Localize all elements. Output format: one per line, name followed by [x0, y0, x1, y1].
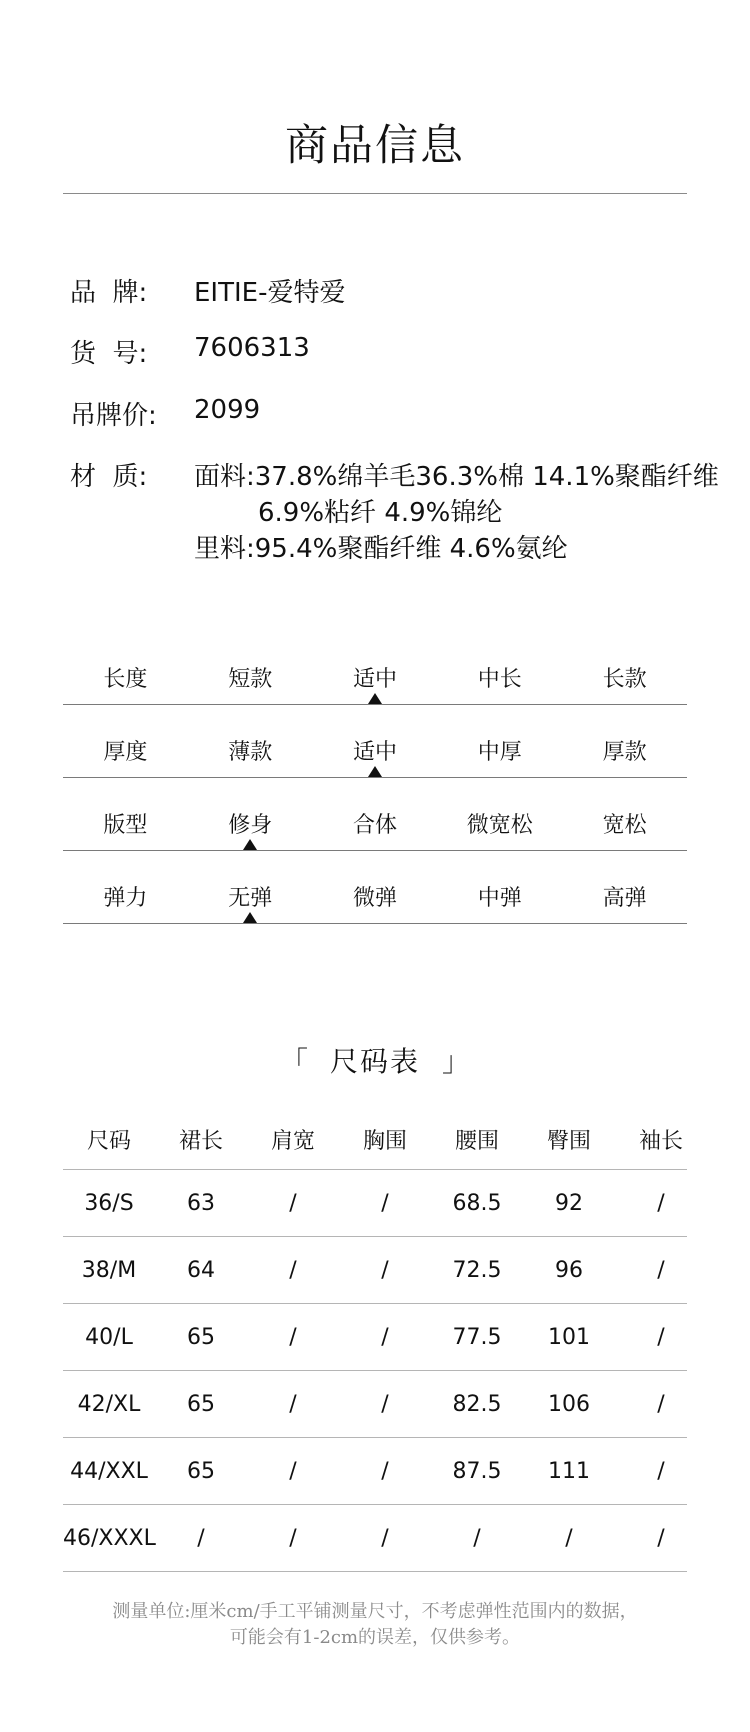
selected-marker-icon: [368, 766, 382, 777]
table-cell: /: [289, 1392, 297, 1417]
table-cell: 44/XXL: [70, 1459, 148, 1484]
selected-marker-icon: [368, 693, 382, 704]
table-cell: /: [381, 1526, 389, 1551]
table-cell: 111: [548, 1459, 590, 1484]
table-cell: 42/XL: [77, 1392, 141, 1417]
table-cell: /: [657, 1325, 665, 1350]
attribute-row-stretch: [63, 851, 687, 924]
title-divider: [63, 193, 687, 194]
selected-marker-icon: [243, 839, 257, 850]
attribute-row-fit: [63, 778, 687, 851]
table-cell: /: [657, 1258, 665, 1283]
table-cell: 46/XXXL: [63, 1526, 156, 1551]
attribute-option: 厚款: [602, 740, 647, 765]
attribute-option: 长款: [602, 667, 647, 692]
table-cell: 96: [555, 1258, 583, 1283]
table-cell: 36/S: [84, 1191, 134, 1216]
selected-marker-icon: [243, 912, 257, 923]
attribute-option: 短款: [228, 667, 273, 692]
attribute-option: 适中: [352, 667, 397, 692]
table-header-row: [63, 1114, 687, 1170]
table-cell: 101: [548, 1325, 590, 1350]
attribute-name: 弹力: [103, 886, 148, 911]
material-line-2: 6.9%粘纤 4.9%锦纶: [258, 498, 503, 528]
table-row: [63, 1505, 687, 1572]
attribute-option: 合体: [352, 813, 397, 838]
attribute-option: 微弹: [352, 886, 397, 911]
table-cell: 106: [548, 1392, 590, 1417]
attribute-option: 薄款: [228, 740, 273, 765]
page-title: 商品信息: [285, 121, 465, 171]
table-header-cell: 臀围: [546, 1129, 591, 1154]
brand-label: 品 牌:: [70, 278, 148, 308]
table-cell: 40/L: [85, 1325, 133, 1350]
table-divider: [63, 1571, 687, 1572]
table-cell: 65: [187, 1392, 215, 1417]
table-cell: 38/M: [81, 1258, 137, 1283]
table-cell: 65: [187, 1459, 215, 1484]
table-row: [63, 1237, 687, 1304]
table-cell: /: [381, 1191, 389, 1216]
table-cell: /: [381, 1325, 389, 1350]
size-chart-title-text: 尺码表: [329, 1045, 420, 1078]
material-line-3: 里料:95.4%聚酯纤维 4.6%氨纶: [194, 534, 568, 564]
attribute-option: 中厚: [477, 740, 522, 765]
table-cell: /: [657, 1526, 665, 1551]
table-cell: /: [381, 1392, 389, 1417]
sku-value: 7606313: [194, 333, 310, 363]
table-header-cell: 袖长: [638, 1129, 683, 1154]
table-row: [63, 1170, 687, 1237]
table-cell: 77.5: [452, 1325, 502, 1350]
material-line-1: 面料:37.8%绵羊毛36.3%棉 14.1%聚酯纤维: [194, 462, 719, 492]
table-cell: /: [657, 1392, 665, 1417]
table-header-cell: 尺码: [86, 1129, 131, 1154]
table-cell: 68.5: [452, 1191, 502, 1216]
price-value: 2099: [194, 395, 261, 425]
table-row: [63, 1438, 687, 1505]
table-cell: /: [289, 1459, 297, 1484]
attribute-divider: [63, 923, 687, 924]
table-cell: /: [289, 1325, 297, 1350]
attribute-name: 长度: [103, 667, 148, 692]
attribute-name: 版型: [103, 813, 148, 838]
table-cell: 72.5: [452, 1258, 502, 1283]
attribute-option: 高弹: [602, 886, 647, 911]
table-cell: /: [657, 1459, 665, 1484]
right-bracket: 」: [442, 1045, 471, 1078]
table-cell: /: [289, 1526, 297, 1551]
size-chart-title: [0, 1040, 750, 1080]
table-cell: 64: [187, 1258, 215, 1283]
table-cell: 82.5: [452, 1392, 502, 1417]
table-row: [63, 1304, 687, 1371]
table-cell: /: [197, 1526, 205, 1551]
table-cell: /: [565, 1526, 573, 1551]
left-bracket: 「: [279, 1045, 308, 1078]
table-cell: /: [381, 1459, 389, 1484]
table-cell: 65: [187, 1325, 215, 1350]
material-label: 材 质:: [70, 462, 148, 492]
table-cell: /: [657, 1191, 665, 1216]
attribute-option: 适中: [352, 740, 397, 765]
sku-label: 货 号:: [70, 339, 148, 369]
price-label: 吊牌价:: [70, 401, 157, 431]
attribute-option: 中长: [477, 667, 522, 692]
attribute-name: 厚度: [103, 740, 148, 765]
table-cell: 92: [555, 1191, 583, 1216]
attribute-option: 无弹: [228, 886, 273, 911]
brand-value: EITIE-爱特爱: [194, 278, 346, 308]
table-header-cell: 肩宽: [270, 1129, 315, 1154]
table-cell: /: [473, 1526, 481, 1551]
table-cell: /: [289, 1258, 297, 1283]
table-cell: /: [381, 1258, 389, 1283]
table-cell: /: [289, 1191, 297, 1216]
table-cell: 87.5: [452, 1459, 502, 1484]
table-header-cell: 腰围: [454, 1129, 499, 1154]
measurement-note-line-1: 测量单位:厘米cm/手工平铺测量尺寸，不考虑弹性范围内的数据，: [112, 1601, 638, 1622]
attribute-option: 宽松: [602, 813, 647, 838]
attribute-row-thickness: [63, 705, 687, 778]
table-header-cell: 裙长: [178, 1129, 223, 1154]
attribute-option: 中弹: [477, 886, 522, 911]
table-row: [63, 1371, 687, 1438]
table-header-cell: 胸围: [362, 1129, 407, 1154]
attribute-option: 修身: [228, 813, 273, 838]
measurement-note-line-2: 可能会有1-2cm的误差，仅供参考。: [229, 1627, 521, 1648]
table-cell: 63: [187, 1191, 215, 1216]
attribute-row-length: [63, 632, 687, 705]
attribute-option: 微宽松: [466, 813, 533, 838]
